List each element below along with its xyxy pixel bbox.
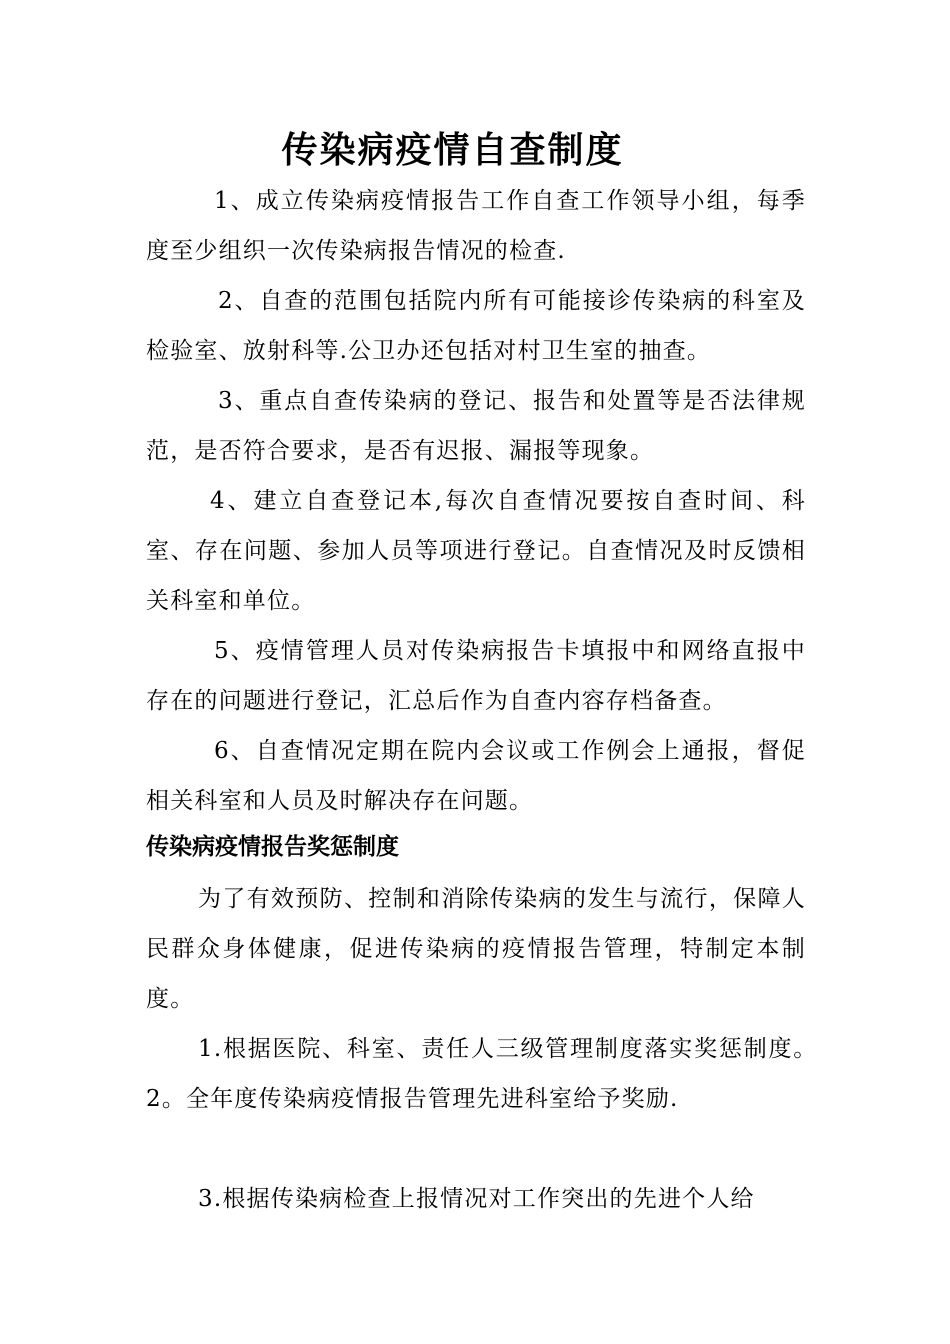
paragraph-2: 2、自查的范围包括院内所有可能接诊传染病的科室及检验室、放射科等.公卫办还包括对村卫生室的抽查。 <box>146 288 806 364</box>
document-title: 传染病疫情自查制度 <box>281 129 624 171</box>
section-heading: 传染病疫情报告奖惩制度 <box>146 834 399 860</box>
paragraph-3: 3、重点自查传染病的登记、报告和处置等是否法律规范，是否符合要求，是否有迟报、漏报等现象。 <box>146 388 806 464</box>
paragraph-rule-3: 3.根据传染病检查上报情况对工作突出的先进个人给 <box>198 1186 755 1212</box>
paragraph-rule-1-2: 1.根据医院、科室、责任人三级管理制度落实奖惩制度。 2。全年度传染病疫情报告管理先进科室给予奖励. <box>146 1036 879 1112</box>
paragraph-5: 5、疫情管理人员对传染病报告卡填报中和网络直报中存在的问题进行登记，汇总后作为自查内容存档备查。 <box>146 638 806 714</box>
paragraph-1: 1、成立传染病疫情报告工作自查工作领导小组，每季度至少组织一次传染病报告情况的检查. <box>146 188 806 264</box>
paragraph-6: 6、自查情况定期在院内会议或工作例会上通报，督促相关科室和人员及时解决存在问题。 <box>146 738 806 814</box>
paragraph-4: 4、建立自查登记本,每次自查情况要按自查时间、科室、存在问题、参加人员等项进行登记。自查情况及时反馈相关科室和单位。 <box>146 488 806 614</box>
paragraph-intro: 为了有效预防、控制和消除传染病的发生与流行，保障人民群众身体健康，促进传染病的疫情报告管理，特制定本制度。 <box>146 886 806 1012</box>
